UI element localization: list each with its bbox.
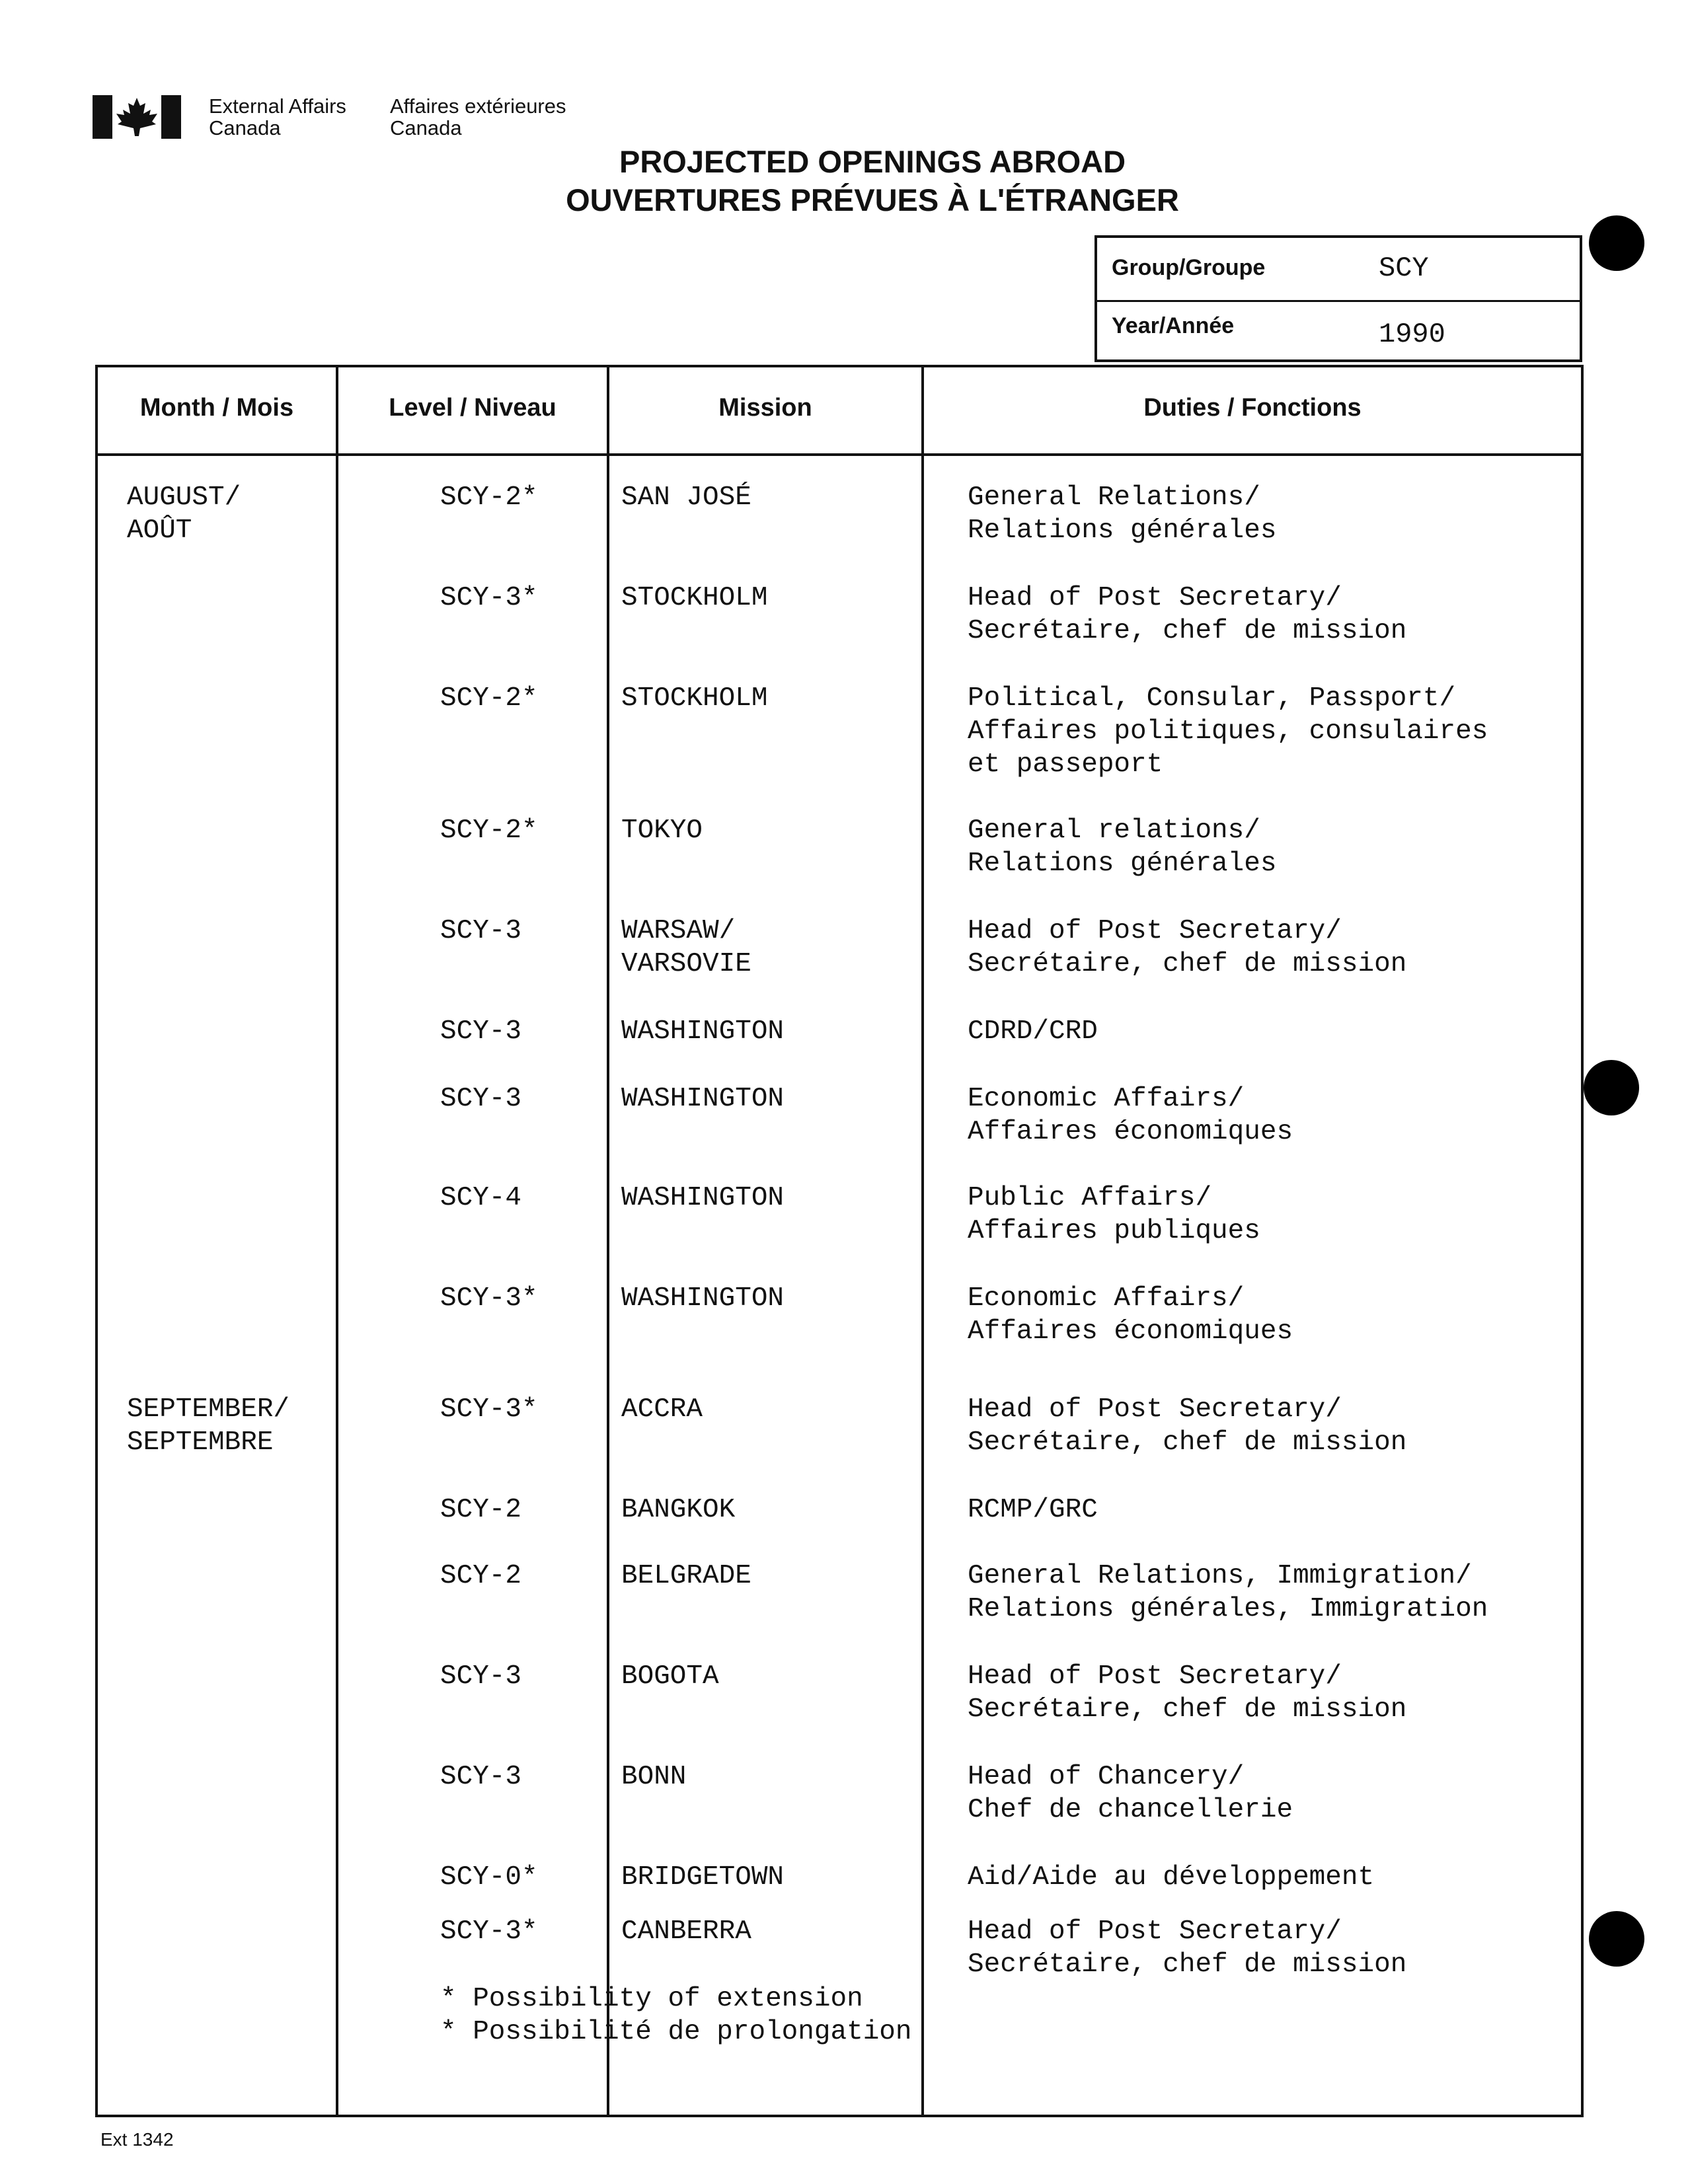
row-mission: STOCKHOLM bbox=[621, 683, 768, 714]
row-duties: Economic Affairs/ Affaires économiques bbox=[968, 1283, 1293, 1347]
row-duties: Political, Consular, Passport/ Affaires politiques, consulaires et passeport bbox=[968, 683, 1488, 780]
row-mission: BRIDGETOWN bbox=[621, 1862, 785, 1893]
row-level: SCY-3 bbox=[440, 1084, 522, 1114]
row-mission: WASHINGTON bbox=[621, 1084, 785, 1114]
row-level: SCY-3 bbox=[440, 916, 522, 946]
department-fr-line2: Canada bbox=[390, 116, 462, 139]
row-mission: BONN bbox=[621, 1762, 687, 1792]
row-level: SCY-2* bbox=[440, 683, 538, 714]
department-fr-line1: Affaires extérieures bbox=[390, 94, 566, 118]
row-level: SCY-2* bbox=[440, 482, 538, 513]
row-level: SCY-3 bbox=[440, 1762, 522, 1792]
row-duties: General Relations, Immigration/ Relations générales, Immigration bbox=[968, 1561, 1488, 1624]
row-duties: Public Affairs/ Affaires publiques bbox=[968, 1183, 1260, 1246]
group-row bbox=[1097, 238, 1580, 302]
department-name-fr bbox=[390, 95, 566, 139]
column-header-level: Level / Niveau bbox=[389, 394, 557, 422]
row-duties: Head of Post Secretary/ Secrétaire, chef de mission bbox=[968, 1394, 1407, 1458]
row-mission: ACCRA bbox=[621, 1394, 703, 1425]
column-header-duties: Duties / Fonctions bbox=[1143, 394, 1362, 422]
form-number: Ext 1342 bbox=[100, 2129, 174, 2150]
row-level: SCY-2* bbox=[440, 815, 538, 846]
binder-hole-icon bbox=[1589, 215, 1644, 271]
row-level: SCY-2 bbox=[440, 1561, 522, 1591]
row-level: SCY-3* bbox=[440, 1916, 538, 1947]
row-level: SCY-3 bbox=[440, 1016, 522, 1047]
page-title-fr: OUVERTURES PRÉVUES À L'ÉTRANGER bbox=[566, 182, 1179, 217]
binder-hole-icon bbox=[1589, 1911, 1644, 1967]
row-mission: SAN JOSÉ bbox=[621, 482, 751, 513]
header-divider bbox=[98, 453, 1581, 456]
column-header-mission: Mission bbox=[718, 394, 812, 422]
row-mission: STOCKHOLM bbox=[621, 583, 768, 613]
year-value: 1990 bbox=[1379, 319, 1445, 350]
row-level: SCY-3 bbox=[440, 1661, 522, 1692]
row-duties: CDRD/CRD bbox=[968, 1016, 1098, 1047]
row-level: SCY-3* bbox=[440, 1283, 538, 1314]
row-duties: Head of Post Secretary/ Secrétaire, chef de mission bbox=[968, 916, 1407, 979]
row-mission: BELGRADE bbox=[621, 1561, 751, 1591]
row-mission: TOKYO bbox=[621, 815, 703, 846]
row-duties: Head of Post Secretary/ Secrétaire, chef de mission bbox=[968, 583, 1407, 646]
row-level: SCY-3* bbox=[440, 1394, 538, 1425]
month-august: AUGUST/ AOÛT bbox=[127, 482, 241, 546]
column-divider bbox=[921, 367, 924, 2115]
row-mission: WARSAW/ VARSOVIE bbox=[621, 916, 751, 979]
canada-flag-icon bbox=[93, 95, 181, 139]
row-mission: CANBERRA bbox=[621, 1916, 751, 1947]
row-duties: General relations/ Relations générales bbox=[968, 815, 1277, 879]
row-level: SCY-4 bbox=[440, 1183, 522, 1213]
row-duties: Head of Post Secretary/ Secrétaire, chef de mission bbox=[968, 1916, 1407, 1980]
row-duties: Head of Post Secretary/ Secrétaire, chef de mission bbox=[968, 1661, 1407, 1725]
department-name-en bbox=[209, 95, 346, 139]
month-september: SEPTEMBER/ SEPTEMBRE bbox=[127, 1394, 290, 1458]
footnote-extension: * Possibility of extension * Possibilité de prolongation bbox=[440, 1984, 912, 2047]
row-duties: General Relations/ Relations générales bbox=[968, 482, 1277, 546]
column-header-month: Month / Mois bbox=[139, 394, 294, 422]
row-mission: WASHINGTON bbox=[621, 1016, 785, 1047]
row-mission: WASHINGTON bbox=[621, 1183, 785, 1213]
group-label: Group/Groupe bbox=[1112, 255, 1266, 280]
year-label: Year/Année bbox=[1112, 313, 1235, 338]
column-divider bbox=[336, 367, 338, 2115]
row-level: SCY-3* bbox=[440, 583, 538, 613]
binder-hole-icon bbox=[1584, 1060, 1639, 1115]
row-duties: Head of Chancery/ Chef de chancellerie bbox=[968, 1762, 1293, 1825]
row-level: SCY-2 bbox=[440, 1495, 522, 1525]
column-divider bbox=[607, 367, 609, 2115]
year-row bbox=[1097, 300, 1580, 362]
row-level: SCY-0* bbox=[440, 1862, 538, 1893]
group-year-box bbox=[1095, 235, 1582, 362]
row-mission: BANGKOK bbox=[621, 1495, 736, 1525]
department-en-line1: External Affairs bbox=[209, 94, 346, 118]
row-duties: RCMP/GRC bbox=[968, 1495, 1098, 1525]
page-title-en: PROJECTED OPENINGS ABROAD bbox=[619, 144, 1126, 179]
openings-table bbox=[95, 365, 1584, 2117]
row-mission: BOGOTA bbox=[621, 1661, 719, 1692]
row-duties: Economic Affairs/ Affaires économiques bbox=[968, 1084, 1293, 1147]
row-mission: WASHINGTON bbox=[621, 1283, 785, 1314]
department-en-line2: Canada bbox=[209, 116, 281, 139]
group-value: SCY bbox=[1379, 252, 1429, 284]
row-duties: Aid/Aide au développement bbox=[968, 1862, 1375, 1893]
